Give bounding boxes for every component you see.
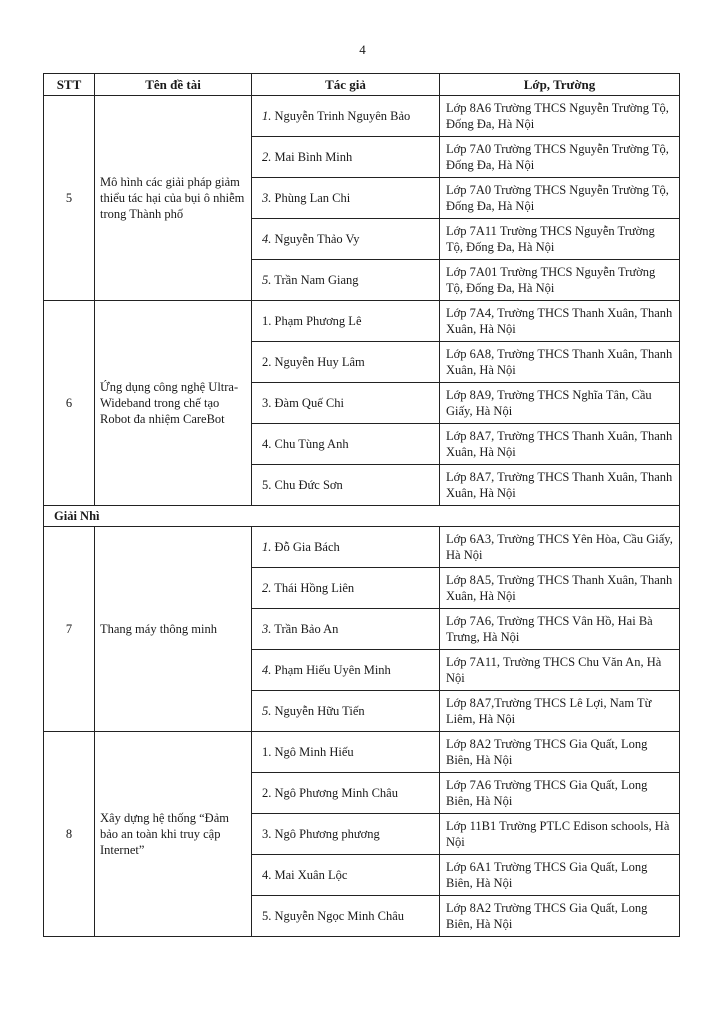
- school-cell: Lớp 8A7, Trường THCS Thanh Xuân, Thanh Xuân, Hà Nội: [440, 465, 680, 506]
- author-number: 4.: [262, 868, 272, 882]
- school-cell: Lớp 8A7, Trường THCS Thanh Xuân, Thanh Xuân, Hà Nội: [440, 424, 680, 465]
- author-number: 2.: [262, 150, 272, 164]
- author-name: Ngô Minh Hiếu: [274, 745, 354, 759]
- author-cell: [252, 896, 440, 937]
- stt-cell: 6: [44, 301, 95, 506]
- stt-cell: 5: [44, 96, 95, 301]
- school-cell: Lớp 6A8, Trường THCS Thanh Xuân, Thanh Xuân, Hà Nội: [440, 342, 680, 383]
- author-cell: [252, 855, 440, 896]
- stt-cell: 8: [44, 732, 95, 937]
- author-cell: [252, 691, 440, 732]
- school-cell: Lớp 8A2 Trường THCS Gia Quất, Long Biên, Hà Nội: [440, 896, 680, 937]
- author-number: 3.: [262, 827, 272, 841]
- author-number: 5.: [262, 909, 272, 923]
- author-number: 5.: [262, 704, 272, 718]
- table-header-row: [44, 74, 680, 96]
- author-number: 1.: [262, 314, 272, 328]
- author-name: Nguyễn Trinh Nguyên Bảo: [274, 109, 411, 123]
- author-name: Chu Đức Sơn: [274, 478, 343, 492]
- author-cell: [252, 814, 440, 855]
- author-name: Nguyễn Thảo Vy: [274, 232, 360, 246]
- author-number: 4.: [262, 232, 272, 246]
- author-number: 5.: [262, 273, 272, 287]
- author-number: 4.: [262, 437, 272, 451]
- table-row: [44, 527, 680, 568]
- author-cell: [252, 650, 440, 691]
- author-cell: [252, 383, 440, 424]
- author-name: Phùng Lan Chi: [274, 191, 351, 205]
- school-cell: Lớp 8A5, Trường THCS Thanh Xuân, Thanh Xuân, Hà Nội: [440, 568, 680, 609]
- author-name: Mai Xuân Lộc: [274, 868, 348, 882]
- author-name: Đàm Quế Chi: [274, 396, 344, 410]
- header-topic: Tên đề tài: [95, 74, 252, 96]
- author-number: 5.: [262, 478, 272, 492]
- author-number: 1.: [262, 745, 272, 759]
- author-name: Ngô Phương phương: [274, 827, 380, 841]
- header-author: Tác giả: [252, 74, 440, 96]
- school-cell: Lớp 8A7,Trường THCS Lê Lợi, Nam Từ Liêm, Hà Nội: [440, 691, 680, 732]
- author-cell: [252, 96, 440, 137]
- author-cell: [252, 342, 440, 383]
- table-row: [44, 96, 680, 137]
- school-cell: Lớp 7A11, Trường THCS Chu Văn An, Hà Nội: [440, 650, 680, 691]
- author-cell: [252, 732, 440, 773]
- author-cell: [252, 568, 440, 609]
- stt-cell: 7: [44, 527, 95, 732]
- author-number: 3.: [262, 396, 272, 410]
- school-cell: Lớp 8A9, Trường THCS Nghĩa Tân, Cầu Giấy, Hà Nội: [440, 383, 680, 424]
- author-name: Trần Bảo An: [274, 622, 339, 636]
- school-cell: Lớp 11B1 Trường PTLC Edison schools, Hà Nội: [440, 814, 680, 855]
- school-cell: Lớp 7A11 Trường THCS Nguyễn Trường Tộ, Đống Đa, Hà Nội: [440, 219, 680, 260]
- author-cell: [252, 301, 440, 342]
- author-name: Phạm Phương Lê: [274, 314, 362, 328]
- author-number: 2.: [262, 355, 272, 369]
- author-name: Phạm Hiếu Uyên Minh: [274, 663, 391, 677]
- author-number: 2.: [262, 786, 272, 800]
- author-number: 1.: [262, 109, 272, 123]
- school-cell: Lớp 6A1 Trường THCS Gia Quất, Long Biên, Hà Nội: [440, 855, 680, 896]
- author-name: Mai Bình Minh: [274, 150, 353, 164]
- school-cell: Lớp 7A6 Trường THCS Gia Quất, Long Biên, Hà Nội: [440, 773, 680, 814]
- header-stt: STT: [44, 74, 95, 96]
- section-title: Giải Nhì: [44, 506, 680, 527]
- school-cell: Lớp 6A3, Trường THCS Yên Hòa, Cầu Giấy, Hà Nội: [440, 527, 680, 568]
- author-number: 1.: [262, 540, 272, 554]
- school-cell: Lớp 8A2 Trường THCS Gia Quất, Long Biên, Hà Nội: [440, 732, 680, 773]
- author-number: 2.: [262, 581, 272, 595]
- author-cell: [252, 773, 440, 814]
- author-cell: [252, 465, 440, 506]
- school-cell: Lớp 7A01 Trường THCS Nguyễn Trường Tộ, Đống Đa, Hà Nội: [440, 260, 680, 301]
- topic-cell: Ứng dụng công nghệ Ultra-Wideband trong chế tạo Robot đa nhiệm CareBot: [95, 301, 252, 506]
- header-school: Lớp, Trường: [440, 74, 680, 96]
- author-number: 3.: [262, 191, 272, 205]
- author-cell: [252, 260, 440, 301]
- topic-cell: Thang máy thông minh: [95, 527, 252, 732]
- author-name: Ngô Phương Minh Châu: [274, 786, 398, 800]
- author-name: Nguyễn Huy Lâm: [274, 355, 365, 369]
- author-cell: [252, 219, 440, 260]
- school-cell: Lớp 7A4, Trường THCS Thanh Xuân, Thanh Xuân, Hà Nội: [440, 301, 680, 342]
- author-name: Chu Tùng Anh: [274, 437, 349, 451]
- author-cell: [252, 527, 440, 568]
- author-name: Nguyễn Ngọc Minh Châu: [274, 909, 404, 923]
- award-table: [43, 73, 680, 937]
- author-cell: [252, 178, 440, 219]
- school-cell: Lớp 8A6 Trường THCS Nguyễn Trường Tộ, Đống Đa, Hà Nội: [440, 96, 680, 137]
- section-row: [44, 506, 680, 527]
- school-cell: Lớp 7A0 Trường THCS Nguyễn Trường Tộ, Đống Đa, Hà Nội: [440, 178, 680, 219]
- author-name: Thái Hồng Liên: [274, 581, 355, 595]
- author-number: 4.: [262, 663, 272, 677]
- topic-cell: Xây dựng hệ thống “Đảm bảo an toàn khi truy cập Internet”: [95, 732, 252, 937]
- page-number: 4: [359, 42, 366, 57]
- author-name: Trần Nam Giang: [274, 273, 359, 287]
- table-row: [44, 732, 680, 773]
- author-cell: [252, 609, 440, 650]
- author-cell: [252, 424, 440, 465]
- school-cell: Lớp 7A0 Trường THCS Nguyễn Trường Tộ, Đống Đa, Hà Nội: [440, 137, 680, 178]
- author-number: 3.: [262, 622, 272, 636]
- topic-cell: Mô hình các giải pháp giảm thiểu tác hại của bụi ô nhiễm trong Thành phố: [95, 96, 252, 301]
- author-name: Nguyễn Hữu Tiến: [274, 704, 365, 718]
- school-cell: Lớp 7A6, Trường THCS Vân Hồ, Hai Bà Trưng, Hà Nội: [440, 609, 680, 650]
- author-cell: [252, 137, 440, 178]
- author-name: Đỗ Gia Bách: [274, 540, 340, 554]
- table-row: [44, 301, 680, 342]
